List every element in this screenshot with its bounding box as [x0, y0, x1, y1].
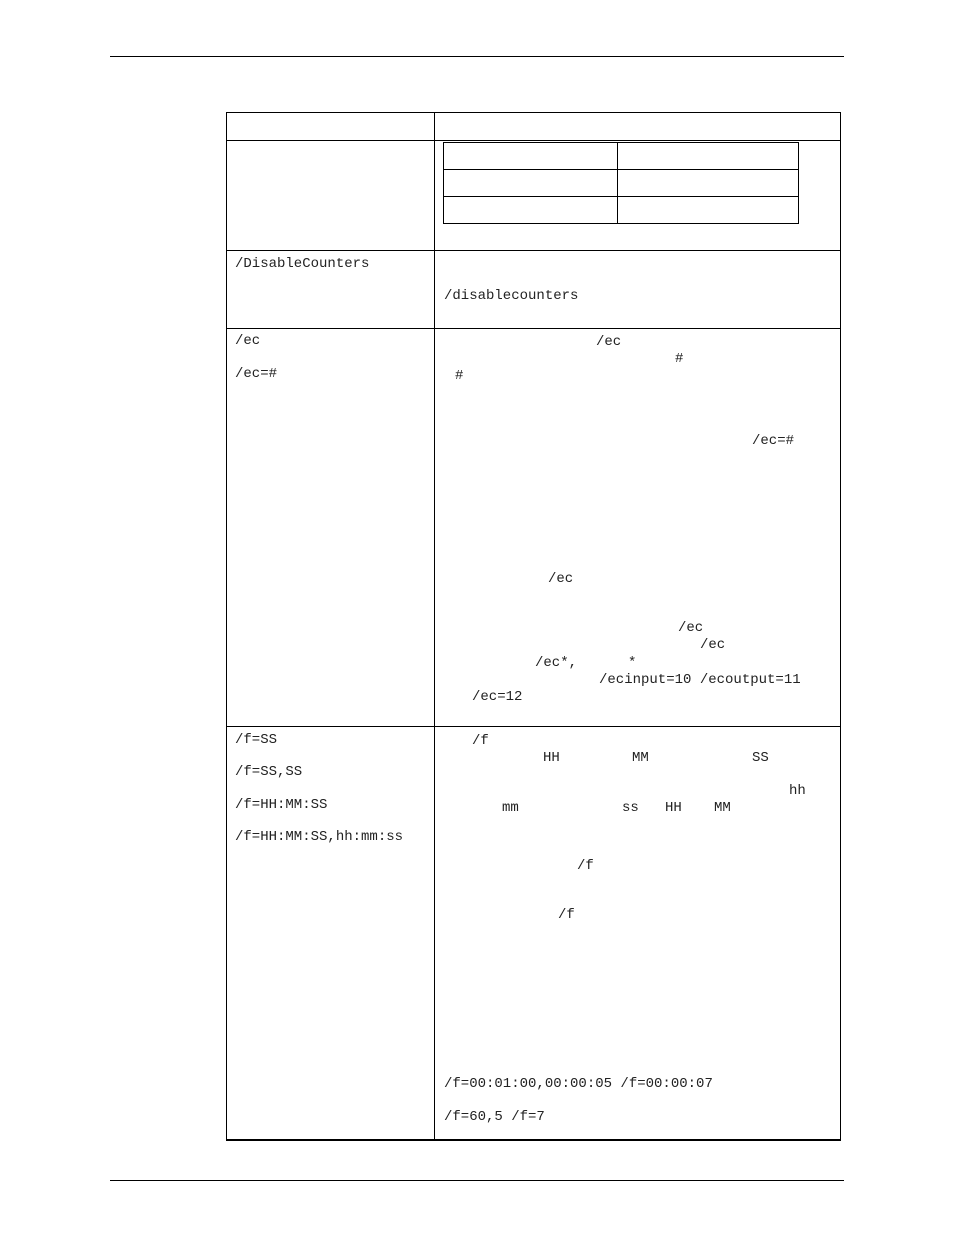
f-desc-token: ss	[622, 800, 639, 816]
f-desc-token: MM	[632, 750, 649, 766]
f-desc-token: /f	[558, 907, 575, 923]
ec-desc-token: /ec	[548, 571, 574, 587]
example-disable-counters: /disablecounters	[444, 288, 579, 304]
f-example: /f=60,5 /f=7	[444, 1109, 545, 1125]
f-desc-token: mm	[502, 800, 519, 816]
f-example: /f=00:01:00,00:00:05 /f=00:00:07	[444, 1076, 713, 1092]
f-desc-token: MM	[714, 800, 731, 816]
f-desc-token: /f	[472, 733, 489, 749]
nested-table-column-divider	[617, 143, 618, 223]
f-desc-token: /f	[577, 858, 594, 874]
f-desc-token: HH	[543, 750, 560, 766]
option-f-ss: /f=SS	[235, 732, 278, 748]
option-f-ss-ss: /f=SS,SS	[235, 764, 303, 780]
option-disable-counters: /DisableCounters	[235, 256, 370, 272]
option-ec: /ec	[235, 333, 261, 349]
row-divider	[227, 250, 840, 251]
option-f-hhmmss-hhmmss: /f=HH:MM:SS,hh:mm:ss	[235, 829, 404, 845]
f-desc-token: hh	[789, 783, 806, 799]
nested-table-row-divider	[444, 169, 798, 170]
ec-desc-token: /ec=12	[472, 689, 523, 705]
ec-desc-token: /ec	[596, 334, 622, 350]
ec-desc-token: /ec	[700, 637, 726, 653]
ec-desc-token: #	[455, 368, 464, 384]
table-header-divider	[227, 140, 840, 141]
ec-desc-token: /ec	[678, 620, 704, 636]
ec-desc-token: *	[628, 655, 637, 671]
f-desc-token: HH	[665, 800, 682, 816]
ec-desc-token: #	[675, 351, 684, 367]
ec-desc-token: /ec*,	[535, 655, 578, 671]
option-f-hhmmss: /f=HH:MM:SS	[235, 797, 328, 813]
nested-table	[443, 142, 799, 224]
f-desc-token: SS	[752, 750, 769, 766]
ec-desc-token: /ec=#	[752, 433, 795, 449]
footer-rule	[110, 1180, 844, 1181]
row-divider	[227, 726, 840, 727]
option-ec-number: /ec=#	[235, 366, 278, 382]
ec-desc-token: /ecinput=10 /ecoutput=11	[599, 672, 801, 688]
table-column-divider	[434, 113, 435, 1140]
header-rule	[110, 56, 844, 57]
nested-table-row-divider	[444, 196, 798, 197]
row-divider	[227, 328, 840, 329]
